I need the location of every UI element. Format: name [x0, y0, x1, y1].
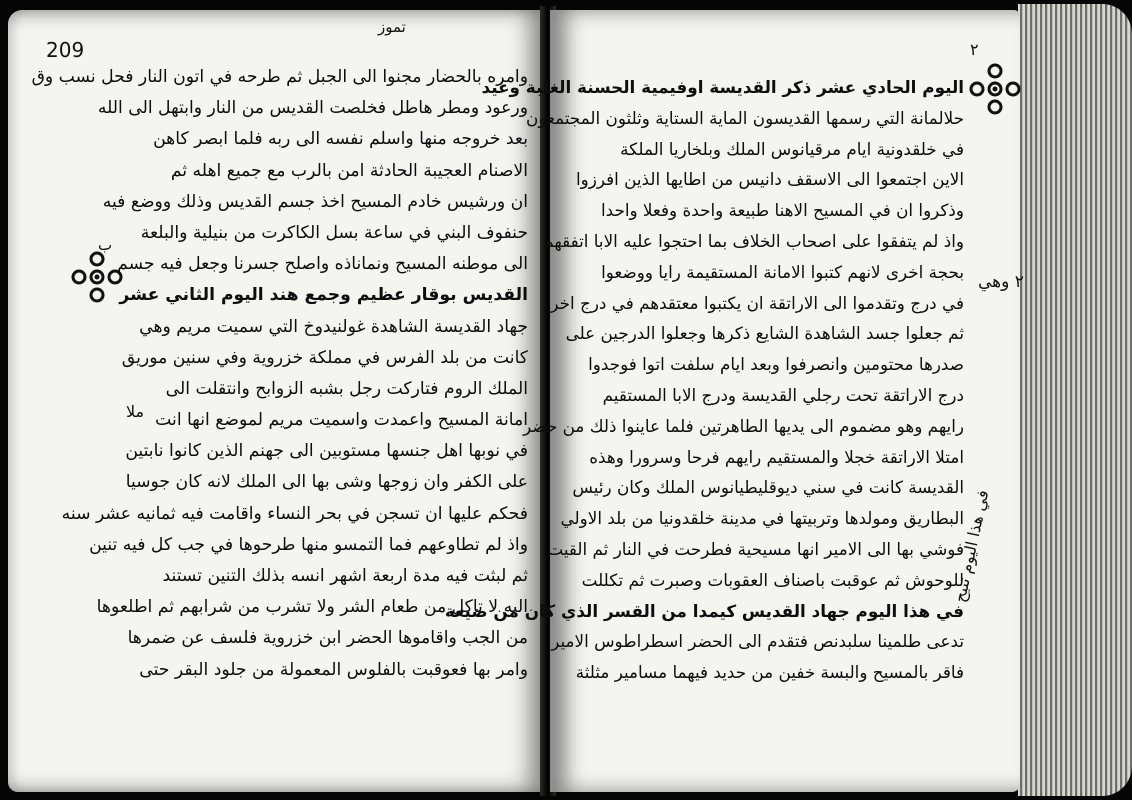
left-text-block: [31, 62, 528, 686]
text-line: للوحوش ثم عوقبت باصناف العقوبات وصبرت ثم تكللت: [581, 569, 964, 590]
margin-note: في هذا اليوم تنيح: [950, 488, 993, 604]
text-line: حلالمانة التي رسمها القديسون الماية الستاية وثلثون المجتمعون: [526, 107, 964, 128]
margin-note: ملا: [126, 402, 145, 421]
text-line: فوشي بها الى الامير انها مسيحية فطرحت في النار ثم القيت: [547, 538, 964, 559]
text-line: صدرها محتومين وانصرفوا وبعد ايام سلفت اتوا فوجدوا: [588, 354, 964, 375]
text-line: في نوبها اهل جنسها مستوبين الى جهنم الذين كانوا نابتين: [125, 441, 528, 462]
right-text-block: [444, 72, 964, 688]
text-line: فحكم عليها ان تسجن في بحر النساء واقامت فيه ثمانيه عشر سنه: [61, 503, 528, 524]
running-head: تموز: [378, 18, 406, 36]
quatrefoil-ornament-icon: [70, 250, 124, 304]
text-line: القديسة كانت في سني ديوقليطيانوس الملك وكان رئيس: [572, 477, 964, 498]
margin-note: ب: [98, 236, 113, 254]
text-line: كانت من بلد الفرس في مملكة خزروية وفي سنين موريق: [121, 347, 528, 368]
text-line: ثم جعلوا جسد الشاهدة الشايع ذكرها وجعلوا الدرجين على: [565, 323, 964, 344]
text-line: جهاد القديسة الشاهدة غولنيدوخ التي سميت مريم وهي: [139, 316, 528, 337]
margin-note: ٢ وهي: [978, 272, 1024, 292]
text-line: الاصنام العجيبة الحادثة امن بالرب مع جميع اهله ثم: [170, 160, 528, 181]
text-line: درج الاراتقة تحت رجلي القديسة ودرج الابا المستقيم: [602, 384, 964, 405]
text-line: وامره بالحضار مجنوا الى الجبل ثم طرحه في اتون النار فحل نسب وق: [31, 67, 528, 87]
text-line: في درج وتقدموا الى الاراتقة ان يكتبوا معتقدهم في درج اخر: [550, 292, 964, 313]
right-page: [444, 10, 1024, 792]
text-line: فاقر بالمسيح والبسة خفين من حديد فيهما مسامير مثلثة: [575, 662, 964, 683]
text-line: من الجب واقاموها الحضر ابن خزروية فلسف عن ضمرها: [127, 628, 528, 649]
text-line: على الكفر وان زوجها وشى بها الى الملك لانه كان جوسيا: [125, 472, 528, 493]
page-mark: ٢: [970, 40, 979, 59]
text-line: في هذا اليوم جهاد القديس كيمدا من القسر الذي كان من ضيعة: [444, 600, 964, 621]
text-line: واذ لم يتفقوا على اصحاب الخلاف بما احتجوا عليه الابا اتفقهم: [543, 230, 964, 251]
left-page: [8, 10, 548, 792]
text-line: واذ لم تطاوعهم فما التمسو منها طرحوها في جب كل فيه تنين: [89, 534, 528, 555]
text-line: تدعى طلمينا سلبدنص فتقدم الى الحضر اسطراطوس الامير: [551, 631, 964, 652]
text-line: وامر بها فعوقبت بالفلوس المعمولة من جلود البقر حتى: [139, 659, 528, 680]
text-line: وذكروا ان في المسيح الاهنا طبيعة واحدة وفعلا واحدا: [600, 200, 964, 221]
text-line: البطاريق ومولدها وتربيتها في مدينة خلقدونيا من بلد الاولي: [560, 508, 964, 529]
text-line: اليوم الحادي عشر ذكر القديسة اوفيمية الحسنة الغلبة وعيد: [481, 77, 964, 97]
text-line: بحجة اخرى لانهم كتبوا الامانة المستقيمة رايا ووضعوا: [601, 261, 964, 282]
text-line: حنفوف البني في ساعة بسل الكاكرت من بنيلية والبلعة: [140, 222, 528, 243]
text-line: اليه لا تاكل من طعام الشر ولا تشرب من شرابهم ثم اطلعوها: [96, 597, 528, 618]
text-line: في خلقدونية ايام مرقيانوس الملك وبلخاريا الملكة: [620, 138, 964, 159]
text-line: ورعود ومطر هاطل فخلصت القديس من النار وابتهل الى الله: [97, 98, 528, 119]
text-line: بعد خروجه منها واسلم نفسه الى ربه فلما ابصر كاهن: [153, 129, 528, 150]
text-line: الاين اجتمعوا الى الاسقف دانيس من اطايها الذين افرزوا: [575, 169, 964, 190]
text-line: امانة المسيح واعمدت واسميت مريم لموضع انها انت: [155, 410, 528, 431]
folio-number: 209: [46, 38, 85, 62]
text-line: ان ورشيس خادم المسيح اخذ جسم القديس وذلك ووضع فيه: [102, 191, 528, 212]
text-line: رايهم وهو مضموم الى يديها الطاهرتين فلما عاينوا ذلك من حضر: [523, 415, 964, 436]
text-line: الملك الروم فتاركت رجل بشبه الزوابح وانتقلت الى: [165, 378, 528, 399]
text-line: امتلا الاراتقة خجلا والمستقيم رايهم فرحا وسرورا وهذه: [589, 446, 964, 467]
text-line: الى موطنه المسيح ونماناذه واصلح جسرنا وجعل فيه جسم: [117, 254, 528, 275]
text-line: القديس بوقار عظيم وجمع هند اليوم الثاني عشر: [119, 285, 528, 306]
quatrefoil-ornament-icon: [968, 62, 1022, 116]
page-edges: [1018, 4, 1132, 796]
text-line: ثم لبثت فيه مدة اربعة اشهر انسه بذلك التنين تستند: [162, 566, 528, 586]
